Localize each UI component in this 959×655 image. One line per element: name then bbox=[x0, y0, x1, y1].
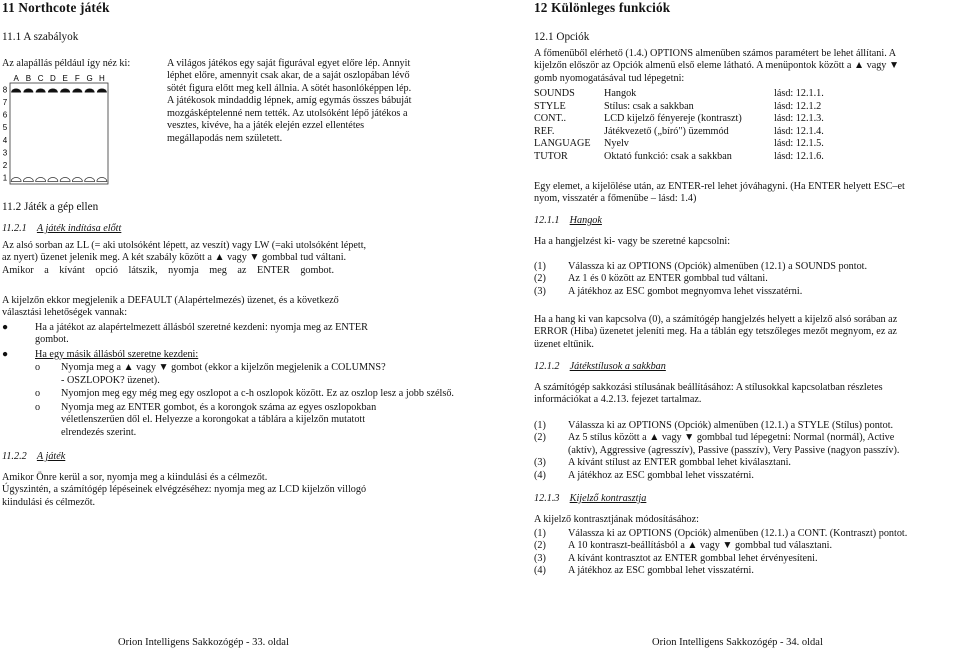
rules-paragraph bbox=[167, 58, 475, 145]
bullet-dot-icon: ● bbox=[2, 348, 9, 360]
item-text: Válassza ki az OPTIONS (Opciók) almenüben (12.1.) a CONT. (Kontraszt) pontot. bbox=[568, 528, 908, 539]
paragraph: Ha a hangjelzést ki- vagy be szeretné kapcsolni: bbox=[534, 236, 731, 247]
text-line: Nyomjon meg egy még meg egy oszlopot a c-h oszlopok között. Ez az oszlop lesz a jobb szélső. bbox=[61, 388, 454, 400]
sub-list-item bbox=[35, 402, 474, 439]
list-item bbox=[534, 553, 956, 565]
option-row bbox=[534, 101, 864, 114]
text-line: Ha egy másik állásból szeretne kezdeni: bbox=[35, 348, 199, 360]
heading-text: Játékstílusok a sakkban bbox=[569, 361, 666, 372]
text-line: Amikor a kívánt opció látszik, nyomja meg az ENTER gombot. bbox=[2, 264, 335, 276]
heading-text: Hangok bbox=[569, 215, 602, 226]
dark-piece bbox=[11, 88, 21, 92]
list-item bbox=[534, 286, 956, 298]
item-text: A játékhoz az ESC gombbal lehet visszatérni. bbox=[568, 565, 754, 577]
page-footer: Orion Intelligens Sakkozógép - 33. oldal bbox=[118, 637, 289, 648]
item-text: A kívánt kontrasztot az ENTER gombbal lehet érvényesíteni. bbox=[568, 552, 818, 564]
text-line: Az 5 stílus között a ▲ vagy ▼ gombbal tud lépegetni: Normal (normál), Active bbox=[568, 432, 895, 444]
board-rank-label: 8 bbox=[2, 85, 8, 95]
option-desc: Játékvezető („bíró") üzemmód bbox=[604, 125, 729, 137]
item-number: (4) bbox=[534, 469, 546, 481]
text-line: az nyert) üzenet jelenik meg. A két szabály között a ▲ vagy ▼ gombbal tud váltani. bbox=[2, 252, 347, 264]
rules-line: megállapodás nem született. bbox=[167, 132, 283, 144]
text-line: Ha a játékot az alapértelmezett állásból szeretné kezdeni: nyomja meg az ENTER bbox=[35, 322, 368, 333]
heading-number: 12.1.2 bbox=[534, 361, 560, 372]
sub-subsection-title bbox=[534, 215, 602, 227]
item-text: A kívánt stílust az ENTER gombbal lehet kiválasztani. bbox=[568, 457, 791, 469]
light-piece bbox=[11, 177, 21, 181]
option-desc: Hangok bbox=[604, 88, 637, 99]
option-row bbox=[534, 88, 864, 101]
item-number: (1) bbox=[534, 261, 546, 272]
list-item bbox=[534, 273, 956, 285]
rules-line: vesztes, kivéve, ha a játék elején ezzel ellentétes bbox=[167, 120, 365, 132]
option-row bbox=[534, 113, 864, 126]
circle-bullet-icon: o bbox=[35, 388, 41, 400]
sub-subsection-title bbox=[534, 361, 666, 373]
numbered-list bbox=[534, 261, 956, 298]
text-line: - OSZLOPOK? üzenet). bbox=[61, 374, 160, 386]
dark-piece bbox=[23, 88, 33, 92]
list-item bbox=[534, 420, 956, 432]
board-file-label: B bbox=[25, 74, 32, 83]
list-item bbox=[534, 261, 956, 273]
option-key: LANGUAGE bbox=[534, 138, 591, 149]
text-line: választási lehetőségek vannak: bbox=[2, 307, 128, 319]
board-file-label: H bbox=[98, 74, 105, 83]
text-line: Az alsó sorban az LL (= aki utolsóként lépett, az veszít) vagy LW (=aki utolsóként lépett, bbox=[2, 240, 367, 251]
text-line: A számítógép sakkozási stílusának beállításához: A stílusokkal kapcsolatban részletes bbox=[534, 382, 883, 393]
text-line: ERROR (Hiba) üzenetet jeleníti meg. Ha a táblán egy tetszőleges mezőt megnyom, ez az bbox=[534, 326, 897, 338]
option-ref: lásd: 12.1.6. bbox=[774, 150, 824, 162]
option-ref: lásd: 12.1.1. bbox=[774, 88, 824, 99]
light-piece bbox=[48, 177, 58, 181]
item-number: (2) bbox=[534, 273, 546, 285]
board-rank-label: 7 bbox=[2, 97, 8, 107]
text-line: elrendezés szerint. bbox=[61, 426, 137, 438]
item-number: (2) bbox=[534, 432, 546, 444]
options-table bbox=[534, 88, 864, 163]
heading-number: 12.1.3 bbox=[534, 493, 560, 504]
text-line: (aktív), Aggressive (agresszív), Passive (passzív), Very Passive (nagyon passzív). bbox=[568, 444, 900, 456]
list-item bbox=[534, 565, 956, 577]
board-file-label: E bbox=[62, 74, 68, 83]
circle-bullet-icon: o bbox=[35, 362, 41, 374]
list-item bbox=[534, 432, 956, 457]
item-text: Válassza ki az OPTIONS (Opciók) almenüben (12.1.) a STYLE (Stílus) pontot. bbox=[568, 420, 894, 431]
bullet-item bbox=[2, 322, 474, 347]
text-line: A kijelzőn ekkor megjelenik a DEFAULT (Alapértelmezés) üzenet, és a következő bbox=[2, 295, 339, 306]
option-ref: lásd: 12.1.2 bbox=[774, 100, 822, 112]
light-piece bbox=[60, 177, 70, 181]
sub-subsection-title bbox=[534, 493, 646, 505]
heading-number: 11.2.1 bbox=[2, 223, 27, 234]
paragraph bbox=[534, 48, 956, 85]
text-line: gombot. bbox=[35, 334, 69, 346]
option-key: REF. bbox=[534, 125, 555, 137]
option-desc: Oktató funkció: csak a sakkban bbox=[604, 150, 732, 162]
option-row bbox=[534, 151, 864, 164]
text-line: kijelzőn először az Opciók almenü első eleme látható. A menüpontok között a ▲ vagy ▼ bbox=[534, 60, 900, 72]
paragraph bbox=[2, 295, 474, 320]
text-line: gomb nyomogatásával tud lépegetni: bbox=[534, 72, 685, 84]
bullet-list bbox=[2, 322, 474, 439]
paragraph bbox=[2, 240, 474, 277]
board-file-label: A bbox=[13, 74, 19, 83]
board-file-label: C bbox=[37, 74, 44, 83]
light-piece bbox=[72, 177, 82, 181]
option-key: TUTOR bbox=[534, 150, 568, 162]
item-text: A 10 kontraszt-beállításból a ▲ vagy ▼ gombbal tud választani. bbox=[568, 540, 833, 552]
paragraph bbox=[2, 472, 474, 509]
text-line: Nyomja meg a ▲ vagy ▼ gombot (ekkor a kijelzőn megjelenik a COLUMNS? bbox=[61, 362, 386, 374]
dark-piece bbox=[60, 88, 70, 92]
light-piece bbox=[36, 177, 46, 181]
option-key: SOUNDS bbox=[534, 88, 575, 99]
text-line: véletlenszerűen dől el. Helyezze a korongokat a táblára a kijelzőn mutatott bbox=[61, 414, 366, 426]
text-line: információkat a 4.2.13. fejezet tartalmaz. bbox=[534, 394, 702, 406]
item-text bbox=[568, 432, 899, 457]
board-svg bbox=[2, 73, 112, 187]
item-text: Válassza ki az OPTIONS (Opciók) almenüben (12.1) a SOUNDS pontot. bbox=[568, 261, 868, 272]
section-title: 12 Különleges funkciók bbox=[534, 0, 671, 15]
option-ref: lásd: 12.1.5. bbox=[774, 138, 824, 149]
heading-number: 11.2.2 bbox=[2, 451, 27, 462]
text-line: Ha a hang ki van kapcsolva (0), a számítógép hangjelzés helyett a kijelző alsó sorában az bbox=[534, 314, 898, 325]
bullet-item bbox=[2, 349, 474, 361]
dark-piece bbox=[36, 88, 46, 92]
rules-line: léphet előre, amennyit csak akar, de a saját oszlopában lévő bbox=[167, 70, 410, 82]
text-line: Úgyszintén, a számítógép lépéseinek elvégzéséhez: nyomja meg az LCD kijelzőn villogó bbox=[2, 484, 367, 496]
option-key: CONT.. bbox=[534, 113, 567, 124]
option-row bbox=[534, 126, 864, 139]
item-number: (3) bbox=[534, 457, 546, 469]
sub-subsection-title bbox=[2, 451, 65, 463]
checkerboard-diagram bbox=[2, 73, 108, 183]
option-ref: lásd: 12.1.3. bbox=[774, 113, 824, 124]
dark-piece bbox=[48, 88, 58, 92]
board-file-label: D bbox=[49, 74, 56, 83]
board-caption: Az alapállás például így néz ki: bbox=[2, 58, 131, 69]
paragraph bbox=[534, 382, 956, 407]
rules-line: A világos játékos egy saját figurával egyet előre lép. Annyit bbox=[167, 58, 411, 69]
item-text: A játékhoz az ESC gombot megnyomva lehet visszatérni. bbox=[568, 285, 803, 297]
board-rank-label: 2 bbox=[2, 161, 8, 171]
text-line: üzenet eltűnik. bbox=[534, 338, 594, 350]
heading-text: A játék bbox=[36, 451, 66, 462]
sub-list bbox=[2, 362, 474, 439]
subsection-title: 11.2 Játék a gép ellen bbox=[2, 201, 99, 213]
sub-subsection-title bbox=[2, 223, 121, 235]
text-line: A főmenüből elérhető (1.4.) OPTIONS almenüben számos paramétert be lehet állítani. A bbox=[534, 48, 897, 59]
board-file-label: F bbox=[74, 74, 80, 83]
text-line: Egy elemet, a kijelölése után, az ENTER-rel lehet jóváhagyni. (Ha ENTER helyett ESC–et bbox=[534, 181, 905, 192]
board-rank-label: 3 bbox=[2, 148, 8, 158]
list-item bbox=[534, 540, 956, 552]
option-row bbox=[534, 138, 864, 151]
option-desc: Stílus: csak a sakkban bbox=[604, 100, 694, 112]
rules-line: sötét figura előtt meg kell állnia. A sötét hasonlóképpen lép. bbox=[167, 82, 412, 94]
right-page bbox=[534, 0, 956, 655]
left-page bbox=[0, 0, 476, 655]
subsection-title: 12.1 Opciók bbox=[534, 31, 590, 43]
item-number: (1) bbox=[534, 528, 546, 539]
light-piece bbox=[97, 177, 107, 181]
board-file-label: G bbox=[86, 74, 93, 83]
text-line: kiindulási és célmezőt. bbox=[2, 496, 96, 508]
list-item bbox=[534, 457, 956, 469]
section-title: 11 Northcote játék bbox=[2, 0, 110, 15]
sub-list-item bbox=[35, 388, 474, 400]
board-rank-label: 4 bbox=[2, 135, 8, 145]
item-number: (4) bbox=[534, 565, 546, 577]
light-piece bbox=[85, 177, 95, 181]
bullet-dot-icon: ● bbox=[2, 322, 9, 333]
rules-line: mozgásképtelenné nem tették. Az utolsóként lépő játékos a bbox=[167, 107, 408, 119]
option-key: STYLE bbox=[534, 100, 566, 112]
paragraph bbox=[534, 181, 956, 206]
board-rank-label: 6 bbox=[2, 110, 8, 120]
subsection-title: 11.1 A szabályok bbox=[2, 31, 79, 43]
list-item bbox=[534, 528, 956, 540]
numbered-list bbox=[534, 528, 956, 578]
item-text: A játékhoz az ESC gombbal lehet visszatérni. bbox=[568, 469, 754, 481]
dark-piece bbox=[97, 88, 107, 92]
list-item bbox=[534, 470, 956, 482]
item-number: (3) bbox=[534, 552, 546, 564]
item-number: (1) bbox=[534, 420, 546, 431]
text-line: Amikor Önre kerül a sor, nyomja meg a kiindulási és a célmezőt. bbox=[2, 472, 268, 483]
sub-list-item bbox=[35, 362, 474, 387]
option-ref: lásd: 12.1.4. bbox=[774, 125, 824, 137]
board-rank-label: 5 bbox=[2, 123, 8, 133]
dark-piece bbox=[72, 88, 82, 92]
page-footer: Orion Intelligens Sakkozógép - 34. oldal bbox=[652, 637, 823, 648]
board-rank-label: 1 bbox=[2, 173, 8, 183]
item-number: (3) bbox=[534, 285, 546, 297]
paragraph: A kijelző kontrasztjának módosításához: bbox=[534, 514, 699, 525]
item-text: Az 1 és 0 között az ENTER gombbal tud váltani. bbox=[568, 273, 768, 285]
text-line: nyom, visszatér a főmenübe – lásd: 1.4) bbox=[534, 193, 697, 205]
item-number: (2) bbox=[534, 540, 546, 552]
option-desc: Nyelv bbox=[604, 138, 629, 149]
text-line: Nyomja meg az ENTER gombot, és a korongok száma az egyes oszlopokban bbox=[61, 401, 377, 413]
dark-piece bbox=[85, 88, 95, 92]
heading-number: 12.1.1 bbox=[534, 215, 560, 226]
circle-bullet-icon: o bbox=[35, 401, 41, 413]
numbered-list bbox=[534, 420, 956, 482]
rules-line: A játékosok mindaddig lépnek, amíg egymás összes bábuját bbox=[167, 95, 412, 107]
heading-text: A játék indítása előtt bbox=[36, 223, 122, 234]
heading-text: Kijelző kontrasztja bbox=[569, 493, 647, 504]
option-desc: LCD kijelző fényereje (kontraszt) bbox=[604, 113, 742, 124]
light-piece bbox=[23, 177, 33, 181]
paragraph bbox=[534, 314, 956, 351]
